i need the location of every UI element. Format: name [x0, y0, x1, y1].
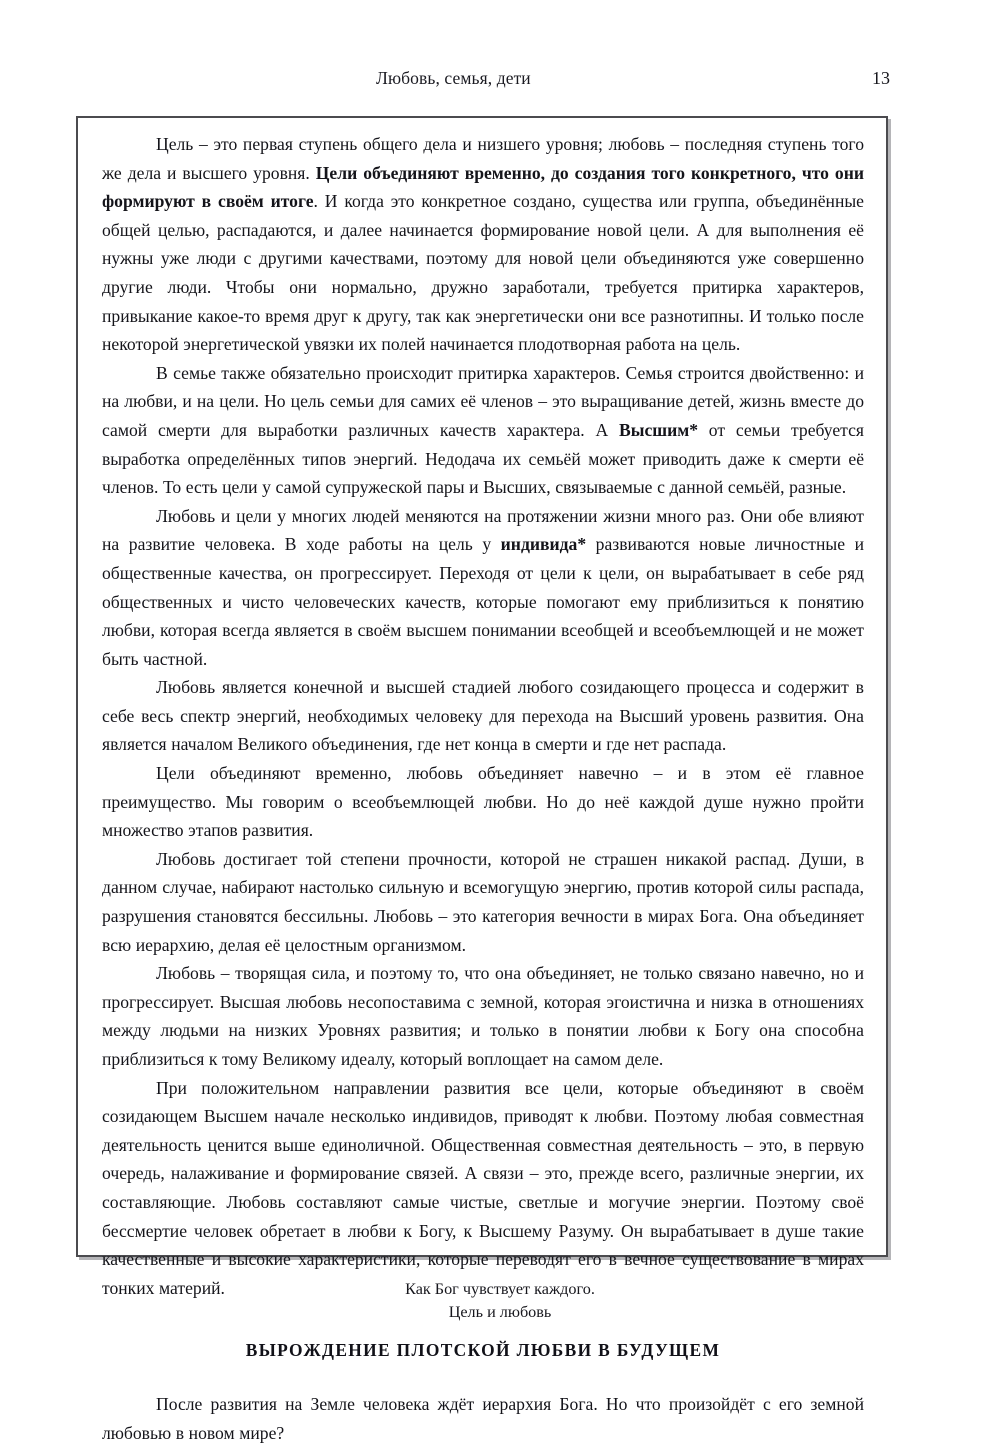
paragraph-text: от семьи требуется выработка определённых типов энергий. Недодача их семьёй может приводить даже к смерти её членов. То есть цели у самой супружеской пары и Высших, связываемые с данной семьёй, разные. [102, 419, 864, 498]
paragraph [102, 359, 864, 502]
paragraph-text: Любовь является конечной и высшей стадией любого созидающего процесса и содержит в себе весь спектр энергий, необходимых человеку для перехода на Высший уровень развития. Она является началом Великого объединения, где нет конца в смерти и где нет распада. [102, 677, 864, 755]
paragraph-text: развиваются новые личностные и общественные качества, он прогрессирует. Переходя от цели к цели, он вырабатывает в себе ряд общественных и чисто человеческих качеств, которые помогают ему приблизиться к понятию любви, которая всегда является в своём высшем понимании всеобщей и всеобъемлющей и не может быть частной. [102, 534, 864, 669]
paragraph [102, 502, 864, 674]
emphasis-text: индивида* [500, 534, 587, 555]
paragraph [102, 1074, 864, 1303]
paragraph-list [102, 130, 864, 1302]
paragraph-text: Цели объединяют временно, любовь объединяет навечно – и в этом её главное преимущество. Мы говорим о всеобъемлющей любви. Но до неё каждой душе нужно пройти множество этапов развития. [102, 763, 864, 841]
paragraph-text: . И когда это конкретное создано, существа или группа, объединённые общей целью, распадаются, и далее начинается формирование новой цели. А для выполнения её нужны уже люди с другими качествами, поэтому для новой цели объединяются уже совершенно другие люди. Чтобы они нормально, дружно заработали, требуется притирка характеров, привыкание какое-то время друг к другу, так как энергетически они все разнотипны. И только после некоторой энергетической увязки их полей начинается плодотворная работа на цель. [102, 191, 864, 355]
text-column [78, 118, 886, 1448]
paragraph-text: Любовь и цели у многих людей меняются на протяжении жизни много раз. Они обе влияют на развитие человека. В ходе работы на цель у [102, 505, 864, 555]
page-footer [0, 1278, 1000, 1324]
emphasis-text: Высшим* [618, 419, 699, 440]
paragraph-text: Любовь достигает той степени прочности, которой не страшен никакой распад. Души, в данном случае, набирают настолько сильную и всемогущую энергию, против которой силы распада, разрушения становятся бессильны. Любовь – это категория вечности в мирах Бога. Она объединяет всю иерархию, делая её целостным организмом. [102, 848, 864, 955]
running-header [76, 68, 890, 89]
paragraph-text: При положительном направлении развития все цели, которые объединяют в своём созидающем Высшем начале несколько индивидов, приводят к любви. Поэтому любая совместная деятельность ценится выше единоличной. Общественная совместная деятельность – это, в первую очередь, налаживание и формирование связей. А связи – это, прежде всего, различные энергии, их составляющие. Любовь составляют самые чистые, светлые и могучие энергии. Поэтому своё бессмертие человек обретает в любви к Богу, к Высшему Разуму. Он вырабатывает в душе такие качественные и высокие характеристики, которые переводят его в вечное существование в мирах тонких материй. [102, 1077, 864, 1298]
running-header-title: Любовь, семья, дети [376, 68, 531, 88]
page-number: 13 [872, 68, 890, 88]
paragraph-text: В семье также обязательно происходит притирка характеров. Семья строится двойственно: и на любви, и на цели. Но цель семьи для самих её членов – это выращивание детей, жизнь вместе до самой смерти для выработки различных качеств характера. А [102, 362, 864, 440]
paragraph [102, 959, 864, 1073]
emphasis-text: Цели объединяют временно, до создания того конкретного, что они формируют в своём итоге [102, 162, 864, 212]
footer-line-2: Цель и любовь [448, 1303, 552, 1321]
paragraph-text: Любовь – творящая сила, и поэтому то, что она объединяет, не только связано навечно, но и прогрессирует. Высшая любовь несопоставима с земной, которая эгоистична и низка в отношениях между людьми на низких Уровнях развития; и только в понятии любви к Богу она способна приблизиться к тому Великому идеалу, который воплощает на самом деле. [102, 963, 864, 1069]
paragraph [102, 130, 864, 359]
paragraph [102, 1390, 864, 1447]
paragraph-text: Цель – это первая ступень общего дела и низшего уровня; любовь – последняя ступень того же дела и высшего уровня. [102, 134, 864, 183]
paragraph [102, 759, 864, 845]
paragraph [102, 673, 864, 759]
section-heading: ВЫРОЖДЕНИЕ ПЛОТСКОЙ ЛЮБВИ В БУДУЩЕМ [245, 1340, 721, 1361]
footer-line-1: Как Бог чувствует каждого. [405, 1280, 595, 1298]
paragraph [102, 845, 864, 959]
paragraph-list-after-heading [102, 1390, 864, 1447]
paragraph-text: После развития на Земле человека ждёт иерархия Бога. Но что произойдёт с его земной любовью в новом мире? [102, 1394, 864, 1443]
